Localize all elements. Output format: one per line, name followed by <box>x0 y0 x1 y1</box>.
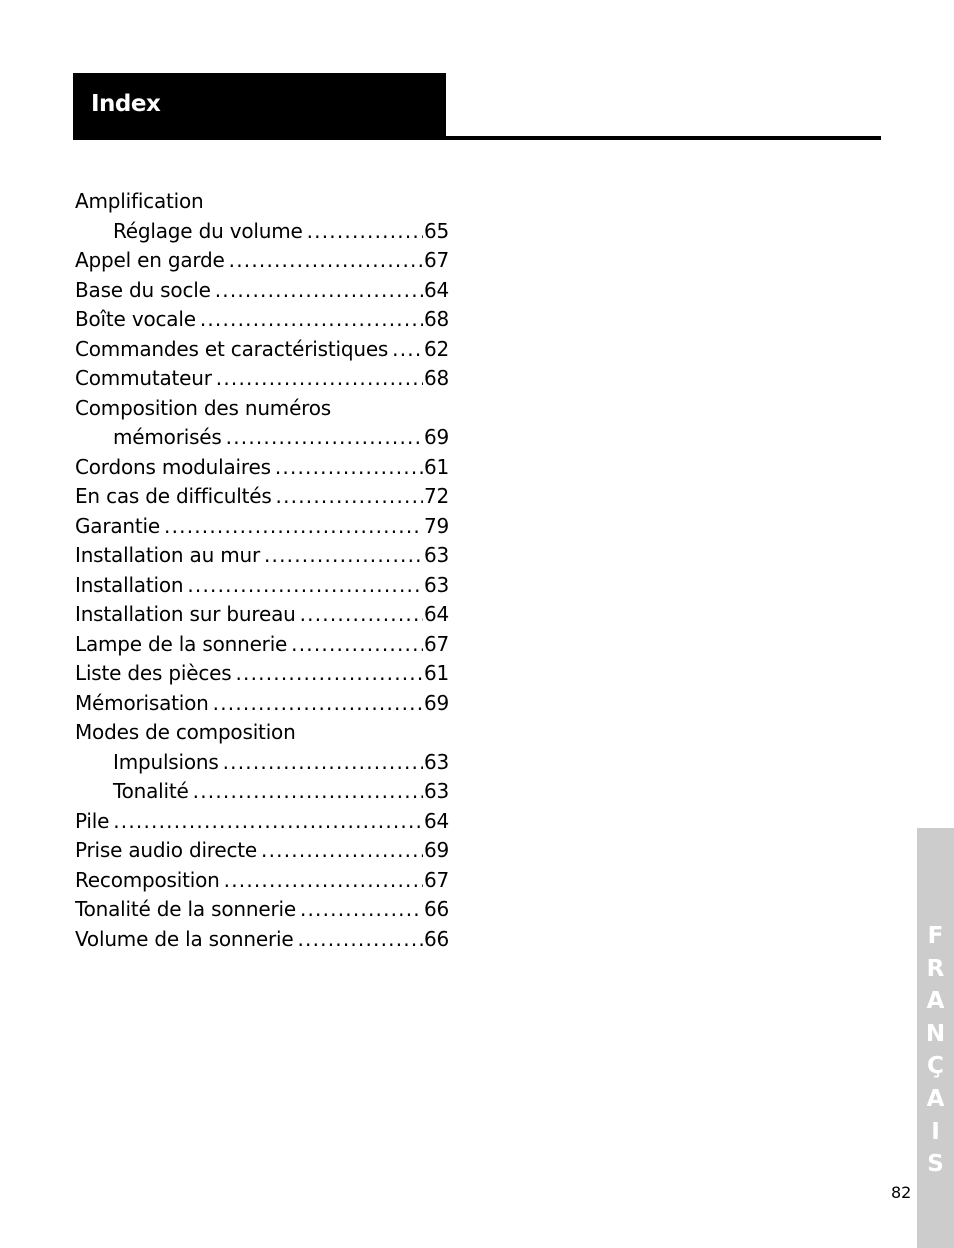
index-entry-label: mémorisés <box>113 425 222 449</box>
index-entry-page: 64 <box>423 277 449 302</box>
index-entry <box>75 689 449 719</box>
index-entry-label: Tonalité de la sonnerie <box>75 897 296 921</box>
dot-leader <box>307 217 423 247</box>
index-entry <box>75 807 449 837</box>
index-entry-label: Installation <box>75 572 184 597</box>
page-number: 82 <box>891 1183 912 1202</box>
dot-leader <box>300 895 423 925</box>
index-entry <box>75 246 449 276</box>
index-entry-page: 67 <box>423 867 449 892</box>
dot-leader <box>224 866 423 896</box>
index-entry-label: Cordons modulaires <box>75 454 271 479</box>
index-entry-page: 64 <box>423 808 449 833</box>
index-entry <box>75 777 449 807</box>
index-entry-page: 66 <box>423 926 449 951</box>
dot-leader <box>223 748 423 778</box>
dot-leader <box>276 482 423 512</box>
index-entry <box>75 630 449 660</box>
dot-leader <box>193 777 423 807</box>
index-entry-page: 68 <box>423 307 449 331</box>
index-entry-page: 69 <box>423 690 449 715</box>
index-entry <box>75 364 449 394</box>
index-entry-label: Impulsions <box>113 749 219 774</box>
index-entry-page: 67 <box>423 248 449 272</box>
dot-leader <box>215 276 423 306</box>
index-entry-label: Base du socle <box>75 277 211 302</box>
dot-leader <box>291 630 423 660</box>
index-entry-page: 69 <box>423 425 449 449</box>
index-entry <box>75 659 449 689</box>
dot-leader <box>261 836 423 866</box>
index-entry-label: Pile <box>75 808 110 833</box>
index-entry-label: Prise audio directe <box>75 838 258 862</box>
index-entry <box>75 217 449 247</box>
dot-leader <box>300 600 423 630</box>
index-entry-page: 64 <box>423 602 449 626</box>
index-entry <box>75 925 449 955</box>
index-entry <box>75 866 449 896</box>
index-entry-page: 79 <box>423 513 449 538</box>
language-tab-letter: F <box>927 923 944 949</box>
language-tab-letter: S <box>927 1151 944 1178</box>
index-entry <box>75 836 449 866</box>
language-tab <box>917 828 954 1248</box>
index-entry <box>75 187 449 217</box>
language-tab-letter: R <box>926 955 945 982</box>
index-entry-page: 63 <box>423 572 449 597</box>
dot-leader <box>164 512 423 542</box>
index-list <box>75 187 449 954</box>
index-entry <box>75 541 449 571</box>
index-entry-label: Mémorisation <box>75 690 209 715</box>
dot-leader <box>229 246 423 276</box>
index-entry-label: Boîte vocale <box>75 307 196 331</box>
index-entry-page: 72 <box>423 484 449 508</box>
index-entry-label: Composition des numéros <box>75 395 332 420</box>
index-entry-page: 68 <box>423 366 449 390</box>
dot-leader <box>275 453 423 483</box>
index-entry-page: 62 <box>423 336 449 361</box>
dot-leader <box>216 364 423 394</box>
index-entry-label: Installation au mur <box>75 543 260 567</box>
language-tab-letter: Ç <box>927 1053 944 1080</box>
header-rule <box>73 136 881 140</box>
index-entry-page: 69 <box>423 838 449 862</box>
index-entry-label: Amplification <box>75 189 204 213</box>
index-entry-label: Recomposition <box>75 867 220 892</box>
index-entry-label: Tonalité <box>113 779 189 803</box>
index-entry <box>75 335 449 365</box>
index-entry <box>75 600 449 630</box>
index-entry <box>75 571 449 601</box>
index-entry-label: Commutateur <box>75 366 212 390</box>
index-entry-label: Installation sur bureau <box>75 602 296 626</box>
index-entry-label: Modes de composition <box>75 720 296 744</box>
index-entry-page: 63 <box>423 543 449 567</box>
language-tab-letter: A <box>926 988 945 1015</box>
index-entry-label: Commandes et caractéristiques <box>75 336 389 361</box>
dot-leader <box>297 925 422 955</box>
index-entry-page: 61 <box>423 661 449 685</box>
index-entry-label: Appel en garde <box>75 248 225 272</box>
header-box <box>73 73 446 139</box>
index-entry <box>75 512 449 542</box>
page-title: Index <box>91 91 161 117</box>
index-entry <box>75 276 449 306</box>
index-entry <box>75 453 449 483</box>
index-entry <box>75 748 449 778</box>
index-entry-label: Lampe de la sonnerie <box>75 631 288 656</box>
language-tab-letters <box>917 920 954 1181</box>
dot-leader <box>187 571 423 601</box>
dot-leader <box>213 689 423 719</box>
dot-leader <box>235 659 422 689</box>
dot-leader <box>264 541 423 571</box>
language-tab-letter: I <box>931 1118 940 1145</box>
index-entry <box>75 482 449 512</box>
dot-leader <box>200 305 423 335</box>
index-entry-page: 66 <box>423 897 449 921</box>
dot-leader <box>392 335 423 365</box>
index-entry <box>75 305 449 335</box>
index-entry <box>75 423 449 453</box>
index-entry-label: Garantie <box>75 513 161 538</box>
dot-leader <box>226 423 423 453</box>
index-entry <box>75 718 449 748</box>
index-entry-page: 67 <box>423 631 449 656</box>
index-entry-label: En cas de difficultés <box>75 484 272 508</box>
index-entry <box>75 394 449 424</box>
index-entry-label: Réglage du volume <box>113 218 303 243</box>
index-entry <box>75 895 449 925</box>
index-entry-page: 63 <box>423 749 449 774</box>
index-entry-page: 61 <box>423 454 449 479</box>
dot-leader <box>113 807 423 837</box>
index-entry-label: Volume de la sonnerie <box>75 926 294 951</box>
index-entry-page: 65 <box>423 218 449 243</box>
language-tab-letter: N <box>925 1020 946 1047</box>
index-entry-label: Liste des pièces <box>75 661 232 685</box>
language-tab-letter: A <box>926 1085 945 1112</box>
index-entry-page: 63 <box>423 779 449 803</box>
